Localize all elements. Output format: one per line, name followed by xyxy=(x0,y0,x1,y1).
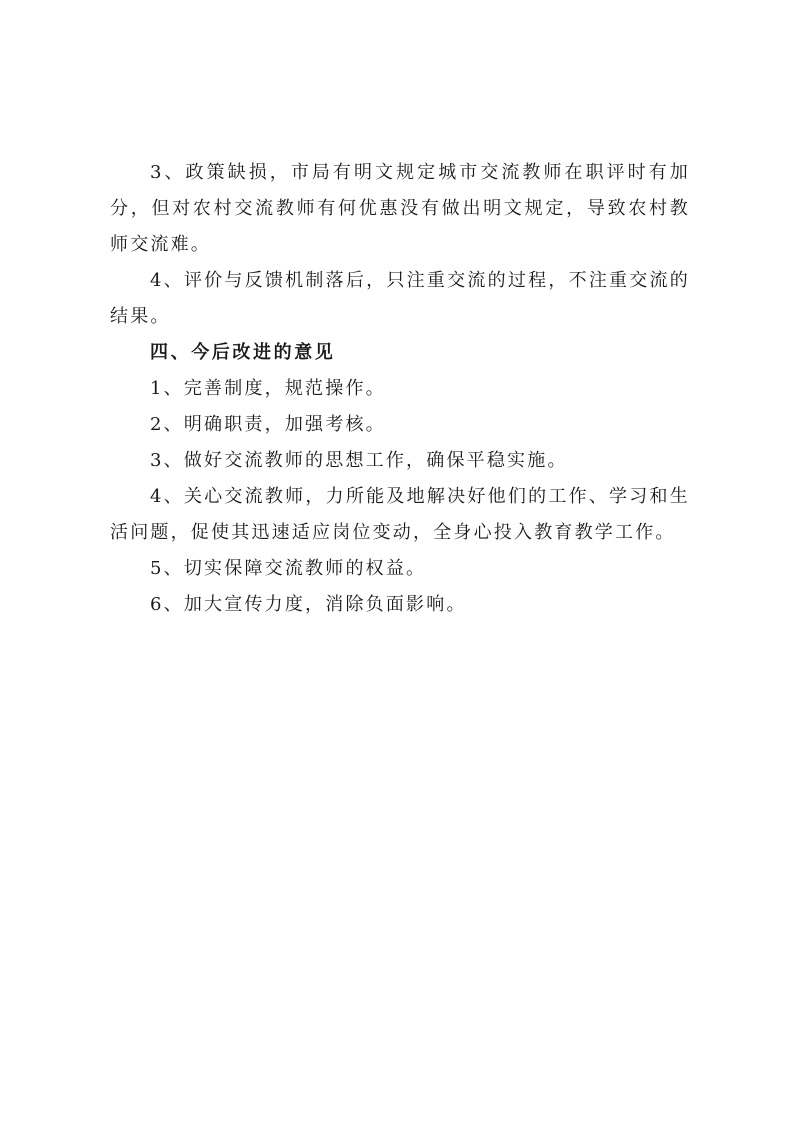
paragraph-policy-gap: 3、政策缺损，市局有明文规定城市交流教师在职评时有加分，但对农村交流教师有何优惠没有做出明文规定，导致农村教师交流难。 xyxy=(110,162,690,255)
document-body xyxy=(110,155,690,623)
improvement-item-3: 3、做好交流教师的思想工作，确保平稳实施。 xyxy=(150,450,568,471)
improvement-item-6: 6、加大宣传力度，消除负面影响。 xyxy=(150,594,467,615)
improvement-item-5: 5、切实保障交流教师的权益。 xyxy=(150,558,427,579)
improvement-item-1: 1、完善制度，规范操作。 xyxy=(150,378,386,399)
improvement-item-2: 2、明确职责，加强考核。 xyxy=(150,414,386,435)
paragraph-evaluation-feedback: 4、评价与反馈机制落后，只注重交流的过程，不注重交流的结果。 xyxy=(110,270,690,327)
section-heading: 四、今后改进的意见 xyxy=(150,342,336,363)
improvement-item-4: 4、关心交流教师，力所能及地解决好他们的工作、学习和生活问题，促使其迅速适应岗位变动，全身心投入教育教学工作。 xyxy=(110,486,690,543)
